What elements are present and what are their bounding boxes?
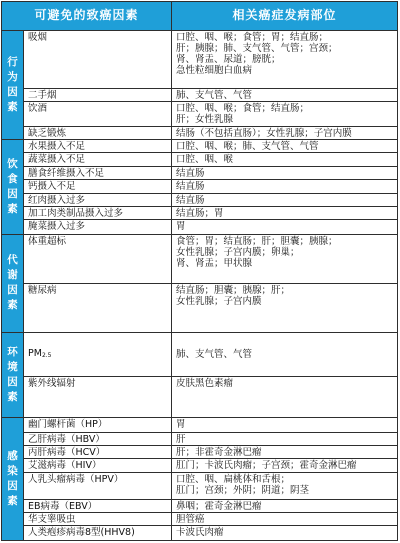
site-line: 结直肠: [176, 167, 205, 179]
factor-cell: [24, 284, 172, 332]
factor-cell: [24, 234, 172, 283]
site-line: 结肠（不包括直肠）；女性乳腺；子宫内膜: [176, 127, 352, 139]
sites-cell: [172, 220, 398, 234]
category-label: [2, 332, 24, 418]
factor-cell: [24, 140, 172, 153]
factor-subscript: 2.5: [41, 351, 52, 359]
factor-cell: [24, 526, 172, 541]
site-line: 胃: [176, 221, 186, 233]
factor-text: 幽门螺杆菌（HP）: [28, 419, 108, 431]
category-name: 代谢因素: [7, 254, 18, 312]
factor-text: 人类疱疹病毒8型(HHV8): [28, 527, 135, 539]
site-line: 肝；胰腺；肺、支气管、气管；宫颈；: [176, 42, 338, 54]
factor-cell: [24, 418, 172, 432]
site-line: 女性乳腺；子宫内膜: [176, 296, 262, 308]
factor-text: 人乳头瘤病毒（HPV）: [28, 473, 124, 485]
table-row: [2, 207, 398, 220]
factor-text: 蔬菜摄入不足: [28, 154, 86, 166]
site-line: 结直肠；胃: [176, 208, 224, 220]
table-row: [2, 234, 398, 283]
site-line: 肝；女性乳腺: [176, 113, 234, 125]
site-line: 女性乳腺；子宫内膜；卵巢；: [176, 246, 300, 258]
site-line: 口腔、咽、喉；肺、支气管、气管: [176, 141, 319, 153]
category-name: 感染因素: [7, 450, 18, 508]
factor-text: 腌菜摄入过多: [28, 221, 86, 233]
factor-text: 乙肝病毒（HBV）: [28, 433, 105, 445]
site-line: 结直肠；胆囊；胰腺；肝；: [176, 285, 291, 297]
factor-text: 加工肉类制品摄入过多: [28, 208, 124, 220]
factor-cell: [24, 499, 172, 512]
sites-cell: [172, 180, 398, 193]
site-line: 肝；非霍奇金淋巴瘤: [176, 447, 262, 459]
table-row: [2, 88, 398, 101]
site-line: 结直肠: [176, 181, 205, 193]
factor-text: 红肉摄入过多: [28, 194, 86, 206]
factor-text: 缺乏锻炼: [28, 127, 67, 139]
factor-text: 艾滋病毒（HIV）: [28, 460, 102, 472]
sites-cell: [172, 30, 398, 88]
table-row: [2, 101, 398, 126]
site-line: 肺、支气管、气管: [176, 89, 253, 101]
factor-cell: [24, 101, 172, 126]
sites-cell: [172, 446, 398, 459]
table-row: [2, 140, 398, 153]
category-name: 饮食因素: [7, 157, 18, 215]
table-row: [2, 30, 398, 88]
site-line: 卡波氏肉瘤: [176, 527, 224, 539]
site-line: 肝: [176, 433, 186, 445]
factor-cell: [24, 193, 172, 206]
table-row: [2, 193, 398, 206]
table-row: [2, 432, 398, 445]
factor-text: 丙肝病毒（HCV）: [28, 447, 106, 459]
table-row: [2, 459, 398, 472]
sites-cell: [172, 153, 398, 166]
sites-cell: [172, 126, 398, 139]
sites-cell: [172, 513, 398, 526]
table-row: [2, 472, 398, 499]
factor-cell: [24, 180, 172, 193]
table-row: [2, 180, 398, 193]
factor-text: 体重超标: [28, 235, 67, 247]
table-row: [2, 377, 398, 418]
category-label: [2, 30, 24, 139]
site-line: 肛门；宫颈；外阴；阴道；阴茎: [176, 484, 310, 496]
site-line: 胃: [176, 419, 186, 431]
factor-text: 水果摄入不足: [28, 141, 86, 153]
site-line: 鼻咽；霍奇金淋巴瘤: [176, 500, 262, 512]
factor-text: 膳食纤维摄入不足: [28, 167, 105, 179]
sites-cell: [172, 193, 398, 206]
factor-text: 二手烟: [28, 89, 57, 101]
category-label: [2, 140, 24, 235]
factor-text: 紫外线辐射: [28, 378, 76, 390]
factor-cell: [24, 153, 172, 166]
category-label: [2, 418, 24, 541]
site-line: 胆管癌: [176, 514, 205, 526]
factor-cell: [24, 513, 172, 526]
factor-cell: [24, 220, 172, 234]
factor-cell: [24, 472, 172, 499]
site-line: 皮肤黑色素瘤: [176, 378, 234, 390]
factor-cell: [24, 459, 172, 472]
factor-text: 糖尿病: [28, 285, 57, 297]
site-line: 肾、肾盂、尿道；膀胱；: [176, 53, 281, 65]
table-row: [2, 446, 398, 459]
table-row: [2, 418, 398, 432]
factor-cell: [24, 166, 172, 179]
table-row: [2, 499, 398, 512]
factor-cell: [24, 207, 172, 220]
factor-cell: [24, 88, 172, 101]
factor-text: 钙摄入不足: [28, 181, 76, 193]
factor-text: EB病毒（EBV）: [28, 500, 98, 512]
table-row: [2, 284, 398, 332]
table-row: [2, 513, 398, 526]
header-sites: 相关癌症发病部位: [172, 2, 398, 31]
site-line: 口腔、咽、扁桃体和舌根；: [176, 473, 291, 485]
table-row: [2, 526, 398, 541]
site-line: 肛门；卡波氏肉瘤；子宫颈；霍奇金淋巴瘤: [176, 460, 357, 472]
table-row: [2, 220, 398, 234]
sites-cell: [172, 332, 398, 376]
sites-cell: [172, 377, 398, 418]
factor-cell: [24, 126, 172, 139]
site-line: 肺、支气管、气管: [176, 348, 253, 360]
factor-cell: [24, 432, 172, 445]
sites-cell: [172, 140, 398, 153]
category-name: 环境因素: [7, 346, 18, 403]
site-line: 结直肠: [176, 194, 205, 206]
category-label: [2, 234, 24, 332]
sites-cell: [172, 166, 398, 179]
header-factor: 可避免的致癌因素: [2, 2, 172, 31]
sites-cell: [172, 472, 398, 499]
site-line: 口腔、咽、喉；食管；结直肠；: [176, 102, 310, 114]
table-row: [2, 126, 398, 139]
table-row: [2, 153, 398, 166]
site-line: 急性粒细胞白血病: [176, 64, 253, 76]
factor-text: PM: [28, 347, 42, 359]
carcinogen-table: [1, 1, 398, 541]
factor-cell: [24, 30, 172, 88]
sites-cell: [172, 499, 398, 512]
table-row: [2, 166, 398, 179]
site-line: 肾、肾盂；甲状腺: [176, 257, 253, 269]
factor-text: 华支睾吸虫: [28, 514, 76, 526]
factor-cell: [24, 446, 172, 459]
sites-cell: [172, 432, 398, 445]
factor-text: 吸烟: [28, 31, 48, 43]
factor-cell: [24, 332, 172, 376]
site-line: 口腔、咽、喉: [176, 154, 234, 166]
table-header-row: [2, 2, 398, 31]
sites-cell: [172, 207, 398, 220]
factor-text: 饮酒: [28, 102, 48, 114]
sites-cell: [172, 526, 398, 541]
sites-cell: [172, 88, 398, 101]
site-line: 口腔、咽、喉；食管；胃；结直肠；: [176, 31, 329, 43]
sites-cell: [172, 101, 398, 126]
sites-cell: [172, 284, 398, 332]
category-name: 行为因素: [7, 55, 18, 113]
site-line: 食管；胃；结直肠；肝；胆囊；胰腺；: [176, 235, 338, 247]
table-row: [2, 332, 398, 376]
sites-cell: [172, 459, 398, 472]
factor-cell: [24, 377, 172, 418]
sites-cell: [172, 418, 398, 432]
sites-cell: [172, 234, 398, 283]
